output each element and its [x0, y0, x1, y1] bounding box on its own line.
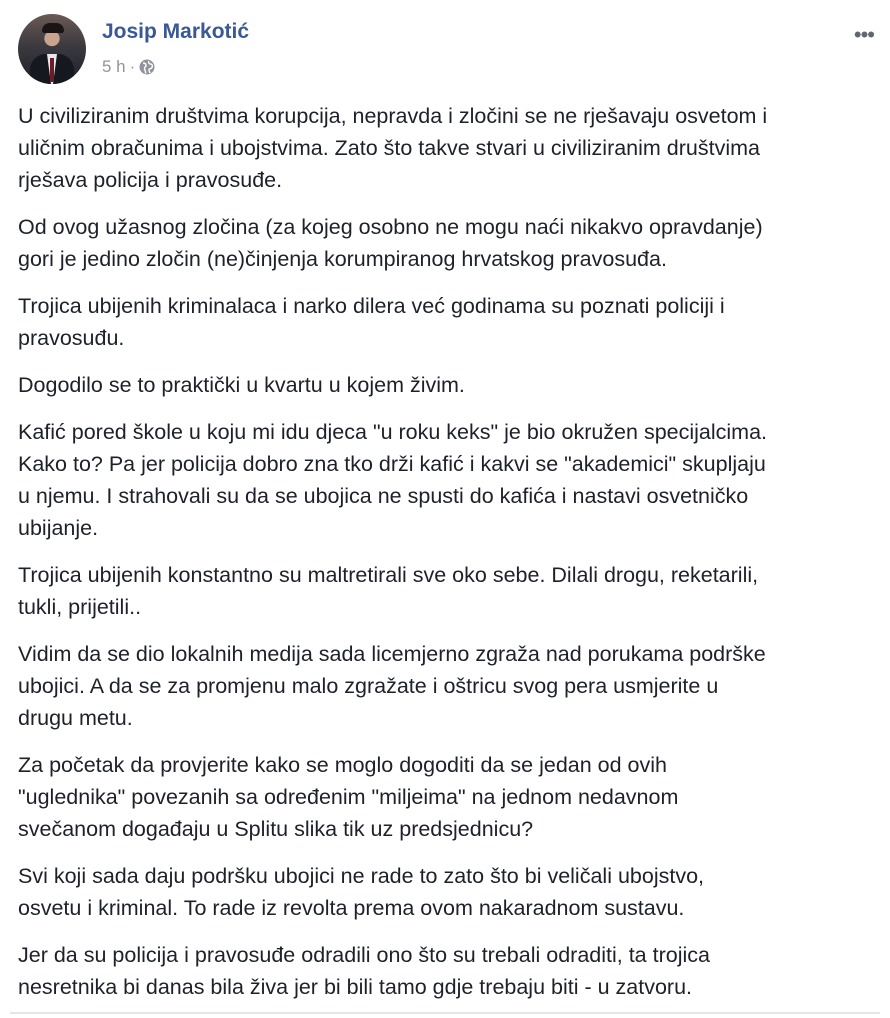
paragraph-line: osvetu i kriminal. To rade iz revolta prema ovom nakaradnom sustavu.: [18, 896, 685, 920]
post-meta: [102, 57, 155, 77]
post-divider: [10, 1012, 880, 1014]
paragraph-line: "uglednika" povezanih sa određenim "miljeima" na jednom nedavnom: [18, 785, 679, 809]
post-paragraph: [18, 290, 880, 354]
paragraph-line: Dogodilo se to praktički u kvartu u kojem živim.: [18, 373, 465, 397]
paragraph-line: Jer da su policija i pravosuđe odradili ono što su trebali odraditi, ta trojica: [18, 943, 710, 967]
paragraph-line: Svi koji sada daju podršku ubojici ne rade to zato što bi veličali ubojstvo,: [18, 864, 704, 888]
paragraph-line: nesretnika bi danas bila živa jer bi bili tamo gdje trebaju biti - u zatvoru.: [18, 975, 693, 999]
avatar-hair: [42, 23, 64, 33]
paragraph-line: tukli, prijetili..: [18, 595, 142, 619]
avatar-tie: [50, 58, 54, 82]
paragraph-line: drugu metu.: [18, 706, 133, 730]
paragraph-line: Trojica ubijenih kriminalaca i narko dilera već godinama su poznati policiji i: [18, 294, 725, 318]
paragraph-line: Za početak da provjerite kako se moglo dogoditi da se jedan od ovih: [18, 753, 667, 777]
paragraph-line: Kafić pored škole u koju mi idu djeca "u roku keks" je bio okružen specijalcima.: [18, 420, 768, 444]
author-name-link[interactable]: Josip Markotić: [102, 20, 250, 43]
paragraph-line: Trojica ubijenih konstantno su maltretirali sve oko sebe. Dilali drogu, reketarili,: [18, 563, 759, 587]
post-timestamp[interactable]: 5 h: [102, 57, 126, 76]
post-paragraph: [18, 749, 880, 845]
paragraph-line: ubijanje.: [18, 516, 99, 540]
globe-icon[interactable]: [139, 59, 155, 75]
paragraph-line: ubojici. A da se za promjenu malo zgražate i oštricu svog pera usmjerite u: [18, 674, 719, 698]
post-paragraph: [18, 939, 880, 1003]
more-options-icon[interactable]: •••: [853, 22, 874, 47]
post-body: [18, 100, 880, 1018]
paragraph-line: pravosuđu.: [18, 326, 125, 350]
post-paragraph: [18, 100, 880, 196]
post-paragraph: [18, 638, 880, 734]
paragraph-line: svečanom događaju u Splitu slika tik uz predsjednicu?: [18, 817, 534, 841]
post-paragraph: [18, 860, 880, 924]
post-paragraph: [18, 559, 880, 623]
paragraph-line: Vidim da se dio lokalnih medija sada licemjerno zgraža nad porukama podrške: [18, 642, 766, 666]
meta-separator: ·: [129, 57, 136, 76]
paragraph-line: rješava policija i pravosuđe.: [18, 168, 283, 192]
paragraph-line: uličnim obračunima i ubojstvima. Zato što takve stvari u civiliziranim društvima: [18, 136, 760, 160]
paragraph-line: gori je jedino zločin (ne)činjenja korumpiranog hrvatskog pravosuđa.: [18, 247, 667, 271]
post-paragraph: [18, 369, 880, 401]
paragraph-line: Kako to? Pa jer policija dobro zna tko drži kafić i kakvi se "akademici" skupljaju: [18, 452, 766, 476]
paragraph-line: Od ovog užasnog zločina (za kojeg osobno ne mogu naći nikakvo opravdanje): [18, 215, 763, 239]
paragraph-line: U civiliziranim društvima korupcija, nepravda i zločini se ne rješavaju osvetom i: [18, 104, 768, 128]
post-paragraph: [18, 211, 880, 275]
author-avatar[interactable]: [18, 14, 86, 84]
paragraph-line: u njemu. I strahovali su da se ubojica ne spusti do kafića i nastavi osvetničko: [18, 484, 749, 508]
post-paragraph: [18, 416, 880, 544]
